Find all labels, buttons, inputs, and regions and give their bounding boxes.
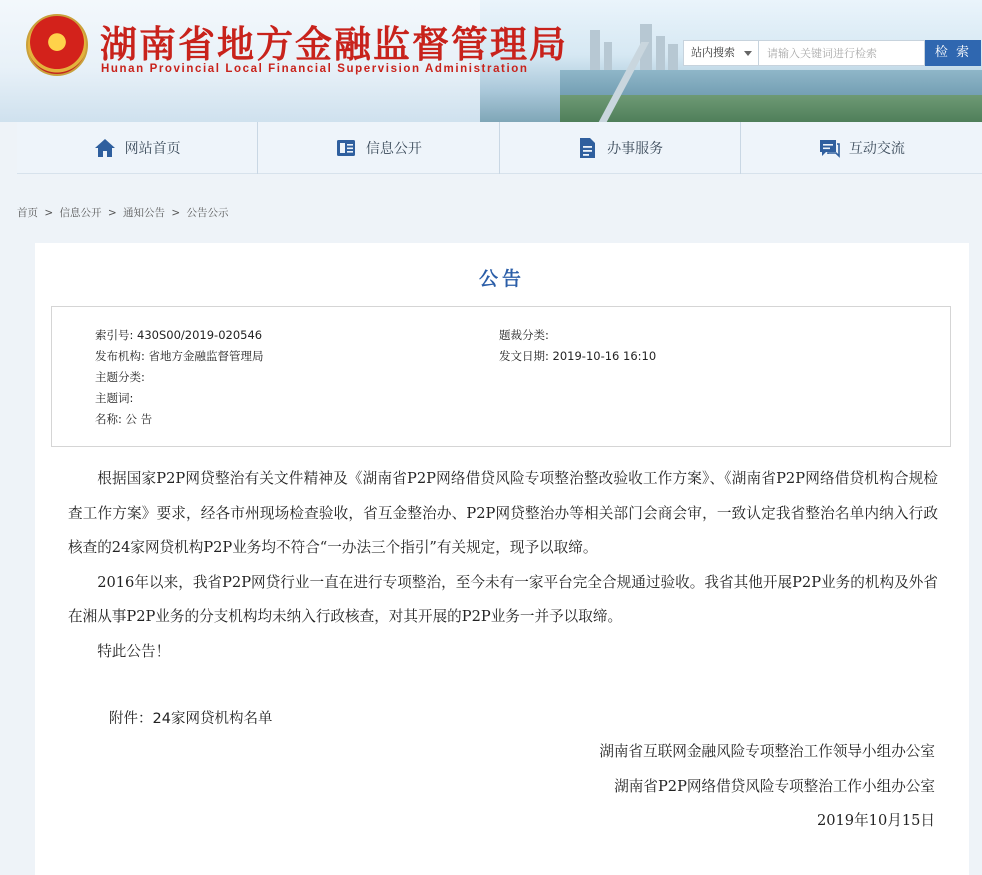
- meta-index-value: 430S00/2019-020546: [137, 328, 263, 342]
- meta-publisher-label: 发布机构:: [95, 349, 145, 363]
- banner-building: [604, 42, 612, 70]
- nav-item-interaction[interactable]: [741, 122, 982, 174]
- banner-building: [656, 36, 665, 70]
- breadcrumb-info-disclosure[interactable]: 信息公开: [59, 207, 102, 219]
- meta-index: [95, 327, 262, 343]
- site-header: [0, 0, 982, 122]
- meta-keywords: [95, 390, 133, 406]
- meta-name: [95, 411, 152, 427]
- breadcrumb-separator: >: [171, 207, 181, 219]
- meta-topic: [95, 369, 145, 385]
- meta-index-label: 索引号:: [95, 328, 134, 342]
- banner-building: [590, 30, 600, 70]
- meta-publisher: [95, 348, 264, 364]
- signature-line: 湖南省P2P网络借贷风险专项整治工作小组办公室: [614, 778, 935, 795]
- site-search: [683, 40, 981, 66]
- main-nav: [17, 122, 982, 174]
- site-title: 湖南省地方金融监督管理局: [100, 23, 568, 66]
- breadcrumb-separator: >: [107, 207, 117, 219]
- breadcrumb-separator: >: [44, 207, 54, 219]
- nav-item-label: 信息公开: [365, 141, 422, 157]
- meta-date-value: 2019-10-16 16:10: [552, 349, 657, 363]
- nav-item-label: 互动交流: [848, 141, 905, 157]
- meta-name-value: 公 告: [125, 412, 153, 426]
- meta-date: [499, 348, 656, 364]
- nav-item-services[interactable]: [500, 122, 741, 174]
- article-paragraph: 根据国家P2P网贷整治有关文件精神及《湖南省P2P网络借贷风险专项整治整改验收工作方案》、《湖南省P2P网络借贷机构合规检查工作方案》要求，经各市州现场检查验收，省互金整治办、P2P网贷整治办等相关部门会商会审，一致认定我省整治名单内纳入行政核查的24家网贷机构P2P业务均不符合“一办法三个指引”有关规定，现予以取缔。: [68, 470, 938, 556]
- home-icon: [94, 137, 116, 159]
- search-scope-select[interactable]: [683, 40, 759, 66]
- breadcrumb-announcements[interactable]: 公告公示: [186, 207, 229, 219]
- meta-category: [499, 327, 549, 343]
- document-icon: [576, 137, 598, 159]
- article-paragraph: 特此公告！: [97, 642, 171, 660]
- nav-item-info-disclosure[interactable]: [258, 122, 499, 174]
- article-body: [68, 462, 938, 669]
- nav-item-label: 办事服务: [607, 141, 664, 157]
- breadcrumb-home[interactable]: 首页: [17, 207, 38, 219]
- nav-item-label: 网站首页: [124, 141, 181, 157]
- search-scope-label: 站内搜索: [691, 46, 735, 59]
- meta-category-label: 题裁分类:: [499, 328, 549, 342]
- breadcrumb: [17, 205, 232, 220]
- article-title: 公告: [478, 268, 525, 290]
- site-subtitle: Hunan Provincial Local Financial Supervision Administration: [101, 63, 529, 75]
- chevron-down-icon: [744, 51, 752, 56]
- meta-publisher-value: 省地方金融监督管理局: [148, 349, 264, 363]
- signature-date: 2019年10月15日: [816, 812, 935, 829]
- article-paragraph: 2016年以来，我省P2P网贷行业一直在进行专项整治，至今未有一家平台完全合规通过验收。我省其他开展P2P业务的机构及外省在湘从事P2P业务的分支机构均未纳入行政核查，对其开展的P2P业务一并予以取缔。: [68, 573, 938, 625]
- national-emblem-logo: ★: [26, 14, 88, 76]
- search-button[interactable]: 检 索: [925, 40, 981, 66]
- banner-shore: [560, 95, 982, 122]
- search-input[interactable]: [759, 40, 925, 66]
- article-meta-box: [51, 306, 951, 447]
- meta-name-label: 名称:: [95, 412, 122, 426]
- meta-keywords-label: 主题词:: [95, 391, 134, 405]
- breadcrumb-notices[interactable]: 通知公告: [123, 207, 165, 219]
- book-icon: [335, 137, 357, 159]
- signature-line: 湖南省互联网金融风险专项整治工作领导小组办公室: [599, 743, 935, 760]
- attachment-link[interactable]: 附件：24家网贷机构名单: [109, 711, 273, 727]
- meta-topic-label: 主题分类:: [95, 370, 145, 384]
- nav-item-home[interactable]: [17, 122, 258, 174]
- chat-icon: [818, 137, 840, 159]
- meta-date-label: 发文日期:: [499, 349, 549, 363]
- banner-building: [668, 44, 678, 70]
